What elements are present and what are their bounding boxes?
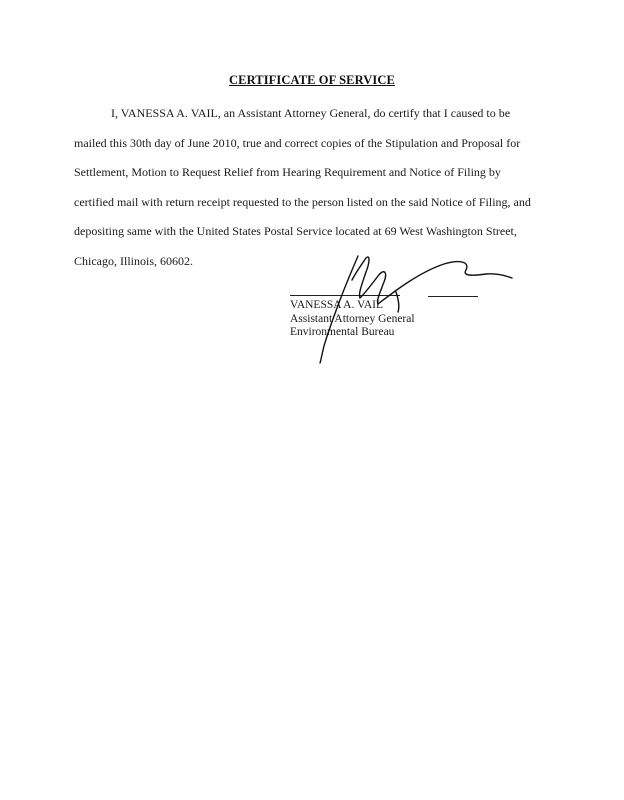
body-line: I, VANESSA A. VAIL, an Assistant Attorney General, do certify that I caused to be [111, 106, 511, 120]
document-title: CERTIFICATE OF SERVICE [229, 73, 395, 87]
signer-role: Assistant Attorney General [290, 312, 415, 325]
signer-name: VANESSA A. VAIL [290, 299, 383, 311]
signer-department: Environmental Bureau [290, 326, 395, 338]
body-line: Chicago, Illinois, 60602. [74, 253, 193, 268]
body-line: certified mail with return receipt requested to the person listed on the said Notice of Filing, and [74, 194, 531, 209]
body-line: depositing same with the United States Postal Service located at 69 West Washington Street, [74, 224, 517, 238]
body-line: mailed this 30th day of June 2010, true and correct copies of the Stipulation and Proposal for [74, 135, 521, 150]
handwritten-signature [300, 250, 530, 370]
body-line: Settlement, Motion to Request Relief from Hearing Requirement and Notice of Filing by [74, 165, 501, 179]
